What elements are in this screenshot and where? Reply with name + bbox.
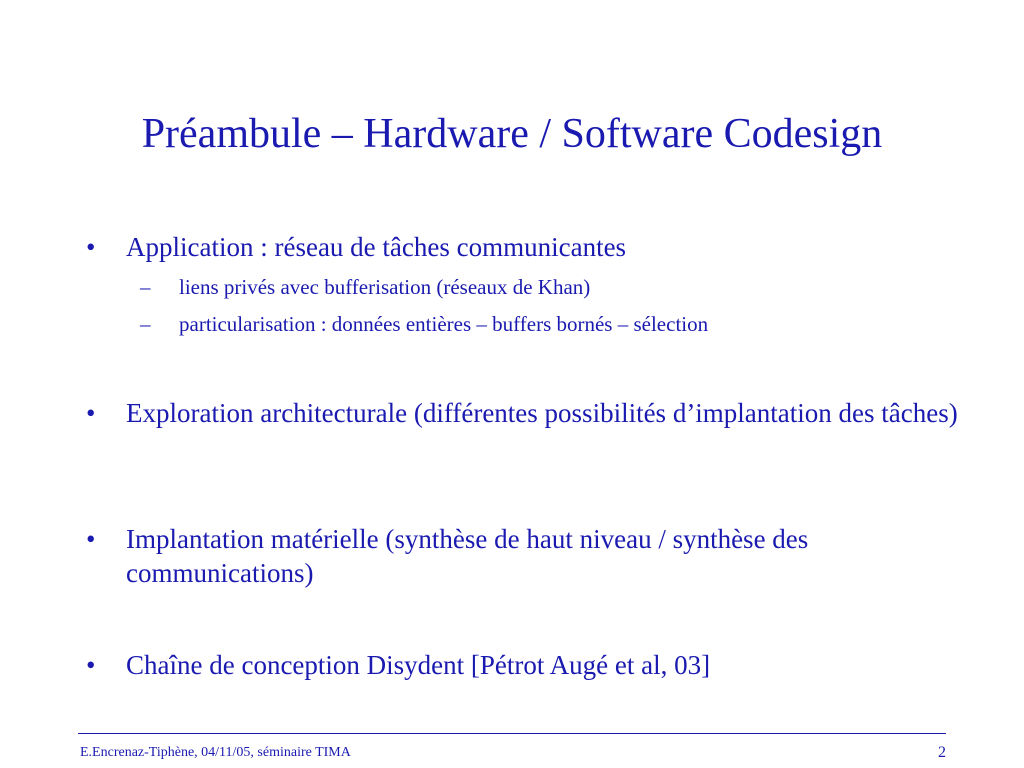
bullet-item-exploration	[86, 396, 966, 430]
sub-bullet-text: liens privés avec bufferisation (réseaux de Khan)	[179, 275, 591, 299]
slide-title: Préambule – Hardware / Software Codesign	[141, 111, 883, 157]
bullet-text: Chaîne de conception Disydent [Pétrot Augé et al, 03]	[126, 650, 711, 680]
sub-bullet-item-liens	[140, 274, 940, 300]
bullet-marker: •	[86, 524, 96, 554]
footer-divider	[78, 733, 946, 734]
bullet-marker: •	[86, 398, 96, 428]
bullet-marker: •	[86, 232, 96, 262]
bullet-item-chaine	[86, 648, 966, 682]
bullet-marker: •	[86, 650, 96, 680]
sub-bullet-marker: –	[140, 275, 151, 299]
bullet-item-implantation	[86, 522, 966, 590]
bullet-text: Exploration architecturale (différentes possibilités d’implantation des tâches)	[126, 398, 958, 428]
bullet-text: Application : réseau de tâches communicantes	[126, 232, 627, 262]
sub-bullet-text: particularisation : données entières – buffers bornés – sélection	[179, 312, 709, 336]
sub-bullet-item-particularisation	[140, 311, 940, 337]
bullet-item-application	[86, 230, 966, 264]
footer-author-date: E.Encrenaz-Tiphène, 04/11/05, séminaire TIMA	[80, 745, 351, 760]
sub-bullet-marker: –	[140, 312, 151, 336]
bullet-text: Implantation matérielle (synthèse de haut niveau / synthèse des communications)	[126, 524, 809, 588]
footer-page-number: 2	[938, 744, 946, 761]
